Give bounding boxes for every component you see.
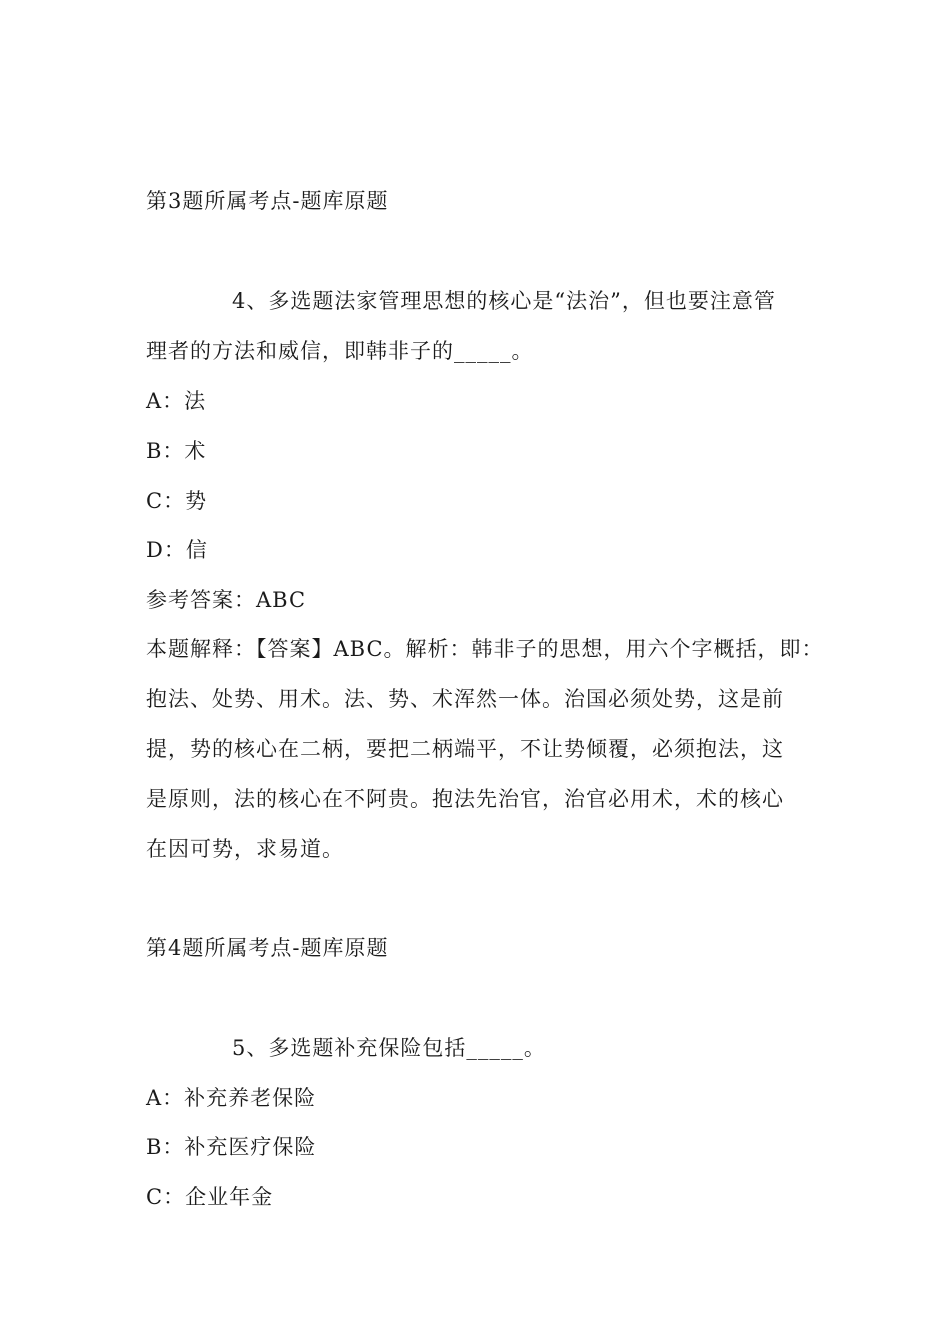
q4-option-b: B：术 — [146, 439, 207, 463]
q4-option-c: C：势 — [146, 489, 208, 513]
q4-source-heading: 第4题所属考点-题库原题 — [146, 936, 389, 960]
q4-stem-line-2: 理者的方法和威信，即韩非子的_____。 — [146, 339, 534, 363]
q4-answer: 参考答案：ABC — [146, 588, 307, 612]
q5-option-b: B：补充医疗保险 — [146, 1135, 317, 1159]
q5-option-a: A：补充养老保险 — [146, 1086, 317, 1110]
q4-explanation-line-4: 是原则，法的核心在不阿贵。抱法先治官，治官必用术，术的核心 — [146, 787, 784, 811]
q4-option-a: A：法 — [146, 389, 207, 413]
q4-stem-line-1: 4、多选题法家管理思想的核心是“法治”，但也要注意管 — [232, 289, 776, 313]
q4-explanation-line-2: 抱法、处势、用术。法、势、术浑然一体。治国必须处势，这是前 — [146, 687, 784, 711]
q4-explanation-line-5: 在因可势，求易道。 — [146, 837, 344, 861]
q4-option-d: D：信 — [146, 538, 208, 562]
q4-explanation-line-3: 提，势的核心在二柄，要把二柄端平，不让势倾覆，必须抱法，这 — [146, 737, 784, 761]
q3-source-heading: 第3题所属考点-题库原题 — [146, 189, 389, 213]
q4-explanation-line-1: 本题解释：【答案】ABC。解析：韩非子的思想，用六个字概括，即： — [146, 637, 824, 661]
q5-option-c: C：企业年金 — [146, 1185, 274, 1209]
q5-stem-line-1: 5、多选题补充保险包括_____。 — [232, 1036, 546, 1060]
